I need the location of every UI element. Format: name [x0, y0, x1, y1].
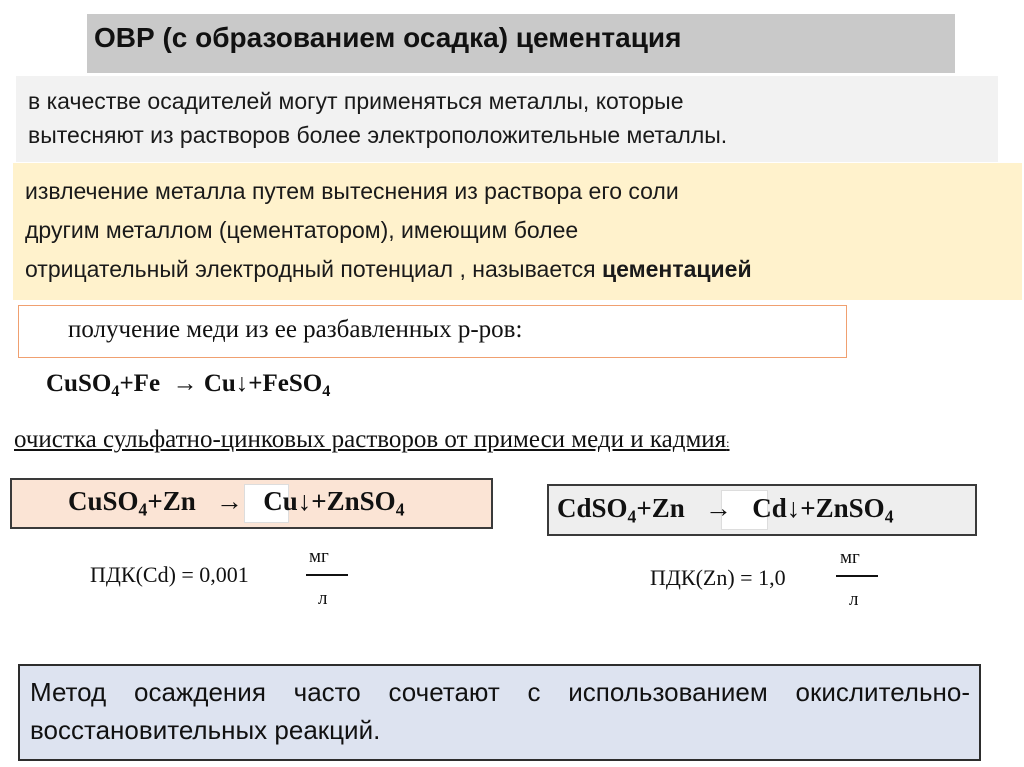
pdk-zn-expression: ПДК(Zn) = 1,0 — [650, 565, 786, 590]
cleaning-heading — [14, 426, 730, 454]
pdk-cd-expression: ПДК(Cd) = 0,001 — [90, 562, 249, 587]
eq-zn-products-sub: 4 — [395, 499, 405, 520]
pdk-cd-unit-numerator: мг — [309, 546, 329, 567]
cleaning-heading-text: очистка сульфатно-цинковых растворов от примеси меди и кадмия — [14, 426, 727, 453]
eq-zn-reactant-b: +Zn — [147, 486, 196, 516]
definition-line-3 — [25, 250, 1020, 289]
eq-zn-reactant-a: CuSO — [68, 486, 139, 516]
pdk-cd-unit-denominator: л — [318, 588, 328, 609]
equation-cdso4-zn — [557, 493, 894, 527]
slide-title: ОВР (с образованием осадка) цементация — [94, 22, 682, 53]
intro-line-2: вытесняют из растворов более электроположительные металлы. — [28, 122, 728, 148]
eq-fe-products-sub: 4 — [322, 381, 331, 400]
cleaning-heading-colon: : — [726, 436, 730, 450]
definition-line-2: другим металлом (цементатором), имеющим более — [25, 217, 579, 243]
eq-cd-products-sub: 4 — [884, 506, 894, 527]
equation-cuso4-fe — [46, 370, 330, 398]
pdk-zn-fraction-line — [836, 575, 878, 577]
eq-fe-reactant-a-sub: 4 — [111, 381, 120, 400]
eq-fe-reactant-a: CuSO — [46, 370, 112, 397]
eq-cd-reactant-a: CdSO — [557, 493, 628, 523]
definition-text — [25, 172, 1020, 289]
eq-zn-reactant-a-sub: 4 — [138, 499, 148, 520]
eq-cd-arrow: → — [704, 493, 732, 523]
eq-cd-reactant-b: +Zn — [636, 493, 685, 523]
equation-cuso4-zn — [68, 486, 405, 520]
definition-line-3-text: отрицательный электродный потенциал , называется — [25, 256, 602, 282]
eq-fe-reactant-b: +Fe — [119, 370, 161, 397]
eq-cd-products: Cd↓+ZnSO — [752, 493, 885, 523]
eq-cd-reactant-a-sub: 4 — [627, 506, 637, 527]
intro-line-1: в качестве осадителей могут применяться металлы, которые — [28, 88, 684, 114]
eq-zn-products: Cu↓+ZnSO — [263, 486, 396, 516]
definition-line-1: извлечение металла путем вытеснения из раствора его соли — [25, 178, 679, 204]
eq-fe-arrow: → — [172, 370, 198, 397]
definition-term: цементацией — [602, 256, 752, 282]
eq-zn-arrow: → — [215, 486, 243, 516]
pdk-cd-fraction-line — [306, 574, 348, 576]
method-note: Метод осаждения часто сочетают с использованием окислительно-восстановительных реакций. — [30, 677, 970, 745]
copper-heading: получение меди из ее разбавленных р-ров: — [68, 316, 523, 343]
intro-text — [28, 84, 988, 152]
eq-fe-products: Cu↓+FeSO — [203, 370, 323, 397]
pdk-zn-unit-denominator: л — [849, 589, 859, 610]
pdk-zn-unit-numerator: мг — [840, 547, 860, 568]
